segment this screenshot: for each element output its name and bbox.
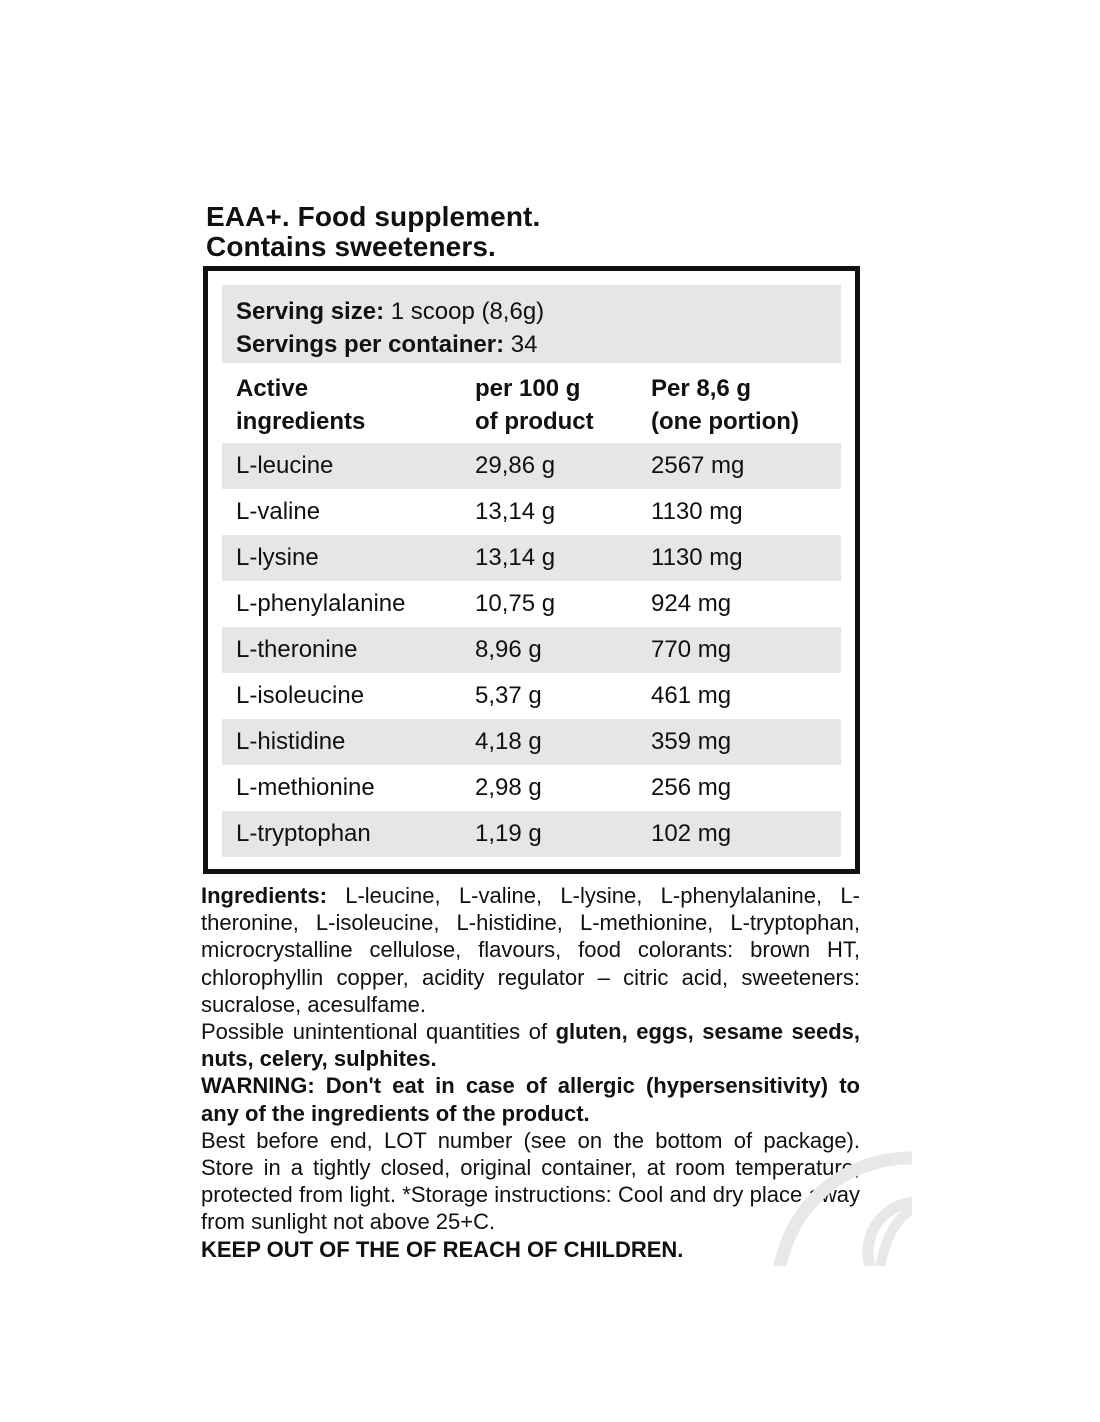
amount-per-100g: 13,14 g xyxy=(475,498,556,525)
serving-info xyxy=(222,285,841,363)
ingredient-name: L-isoleucine xyxy=(236,682,365,709)
table-row xyxy=(222,489,841,535)
amount-per-100g: 4,18 g xyxy=(475,728,542,755)
ingredients-table-body xyxy=(222,443,841,857)
amount-per-portion: 256 mg xyxy=(651,774,732,801)
allergens-list: gluten, eggs, sesame seeds, nuts, celery, sulphites. xyxy=(201,1019,860,1072)
header-per-100g xyxy=(475,372,594,438)
servings-per-container-label: Servings per container: xyxy=(236,331,505,358)
amount-per-100g: 29,86 g xyxy=(475,452,556,479)
table-row xyxy=(222,673,841,719)
amount-per-100g: 13,14 g xyxy=(475,544,556,571)
amount-per-100g: 1,19 g xyxy=(475,820,542,847)
header-active-ingredients xyxy=(236,372,365,438)
table-row xyxy=(222,535,841,581)
ingredient-name: L-methionine xyxy=(236,774,375,801)
header-cell-line: per 100 g xyxy=(475,375,581,402)
amount-per-portion: 102 mg xyxy=(651,820,732,847)
amount-per-100g: 5,37 g xyxy=(475,682,542,709)
header-per-portion xyxy=(651,372,799,438)
header-cell-line: ingredients xyxy=(236,408,366,435)
header-cell-line: Per 8,6 g xyxy=(651,375,752,402)
header-cell-line: of product xyxy=(475,408,594,435)
servings-per-container xyxy=(236,328,841,361)
supplement-facts-panel xyxy=(203,266,860,874)
ingredient-name: L-lysine xyxy=(236,544,319,571)
warning-text: WARNING: Don't eat in case of allergic (hypersensitivity) to any of the ingredients of the product. xyxy=(201,1073,860,1126)
ingredient-name: L-valine xyxy=(236,498,321,525)
amount-per-portion: 1130 mg xyxy=(651,544,743,571)
table-row xyxy=(222,811,841,857)
ingredient-name: L-leucine xyxy=(236,452,334,479)
amount-per-portion: 359 mg xyxy=(651,728,732,755)
table-row xyxy=(222,627,841,673)
title-line-2: Contains sweeteners. xyxy=(206,231,496,262)
amount-per-100g: 8,96 g xyxy=(475,636,542,663)
serving-size xyxy=(236,295,841,328)
amount-per-100g: 2,98 g xyxy=(475,774,542,801)
watermark-logo-icon xyxy=(740,1140,912,1266)
table-row xyxy=(222,719,841,765)
table-header xyxy=(222,370,841,442)
allergens-prefix: Possible unintentional quantities of xyxy=(201,1019,556,1045)
table-row xyxy=(222,581,841,627)
ingredient-name: L-phenylalanine xyxy=(236,590,406,617)
serving-size-value: 1 scoop (8,6g) xyxy=(384,298,545,325)
amount-per-portion: 2567 mg xyxy=(651,452,745,479)
servings-per-container-value: 34 xyxy=(504,331,538,358)
ingredients-paragraph xyxy=(201,882,860,1018)
ingredient-name: L-histidine xyxy=(236,728,346,755)
amount-per-portion: 461 mg xyxy=(651,682,732,709)
header-cell-line: (one portion) xyxy=(651,408,799,435)
header-cell-line: Active xyxy=(236,375,309,402)
table-row xyxy=(222,443,841,489)
keep-out-text: KEEP OUT OF THE OF REACH OF CHILDREN. xyxy=(201,1236,684,1262)
table-row xyxy=(222,765,841,811)
storage-text: Best before end, LOT number (see on the bottom of package). Store in a tightly closed, original container, at room temperature, protected from light. *Storage instructions: Cool and dry place away from sunlight not above 25+C. xyxy=(201,1127,860,1235)
amount-per-portion: 1130 mg xyxy=(651,498,743,525)
title-line-1: EAA+. Food supplement. xyxy=(206,201,541,232)
ingredients-text: L-leucine, L-valine, L-lysine, L-phenylalanine, L-theronine, L-isoleucine, L-histidine, L-methionine, L-tryptophan, microcrystalline cellulose, flavours, food colorants: brown HT, chlorophyllin copper, acidity regulator – citric acid, sweeteners: sucralose, acesulfame. xyxy=(201,883,860,1017)
ingredient-name: L-theronine xyxy=(236,636,358,663)
ingredients-label: Ingredients: xyxy=(201,883,327,908)
amount-per-100g: 10,75 g xyxy=(475,590,556,617)
product-title xyxy=(206,202,540,262)
ingredient-name: L-tryptophan xyxy=(236,820,371,847)
allergens-paragraph xyxy=(201,1018,860,1072)
amount-per-portion: 770 mg xyxy=(651,636,732,663)
amount-per-portion: 924 mg xyxy=(651,590,732,617)
serving-size-label: Serving size: xyxy=(236,298,385,325)
